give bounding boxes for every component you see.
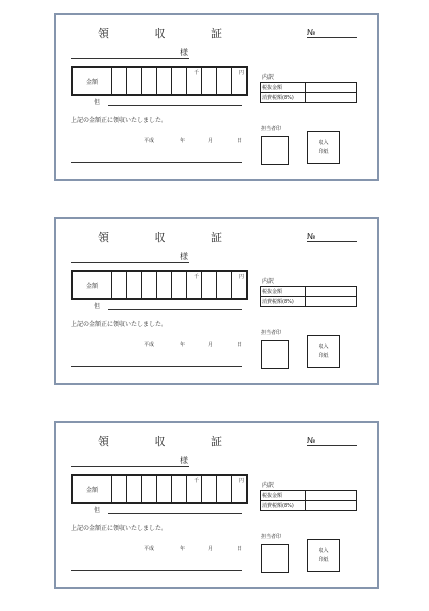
amount-digit-cell[interactable] <box>217 272 232 298</box>
amount-digit-cell[interactable] <box>112 68 127 94</box>
receipt-title: 領 収 証 <box>98 435 243 448</box>
breakdown-value[interactable] <box>306 297 357 307</box>
amount-label: 金額 <box>73 68 112 94</box>
breakdown-label: 消費税額(8%) <box>261 501 306 511</box>
honorific-sama: 様 <box>180 456 188 465</box>
date-label: 日 <box>237 546 243 552</box>
breakdown-title: 内訳 <box>262 74 275 81</box>
date-label: 平成 <box>144 342 155 348</box>
amount-label: 金額 <box>73 272 112 298</box>
receipt-form <box>54 13 379 181</box>
amount-unit-label: 円 <box>238 70 244 76</box>
amount-digit-cell[interactable] <box>202 272 217 298</box>
revenue-stamp-label: 印紙 <box>318 352 329 359</box>
amount-digit-cell[interactable] <box>232 476 246 502</box>
proviso-line[interactable] <box>108 309 242 310</box>
amount-digit-cell[interactable] <box>142 272 157 298</box>
amount-unit-label: 円 <box>238 478 244 484</box>
revenue-stamp-label: 印紙 <box>318 556 329 563</box>
date-label: 平成 <box>144 546 155 552</box>
amount-digit-cell[interactable] <box>187 68 202 94</box>
honorific-sama: 様 <box>180 252 188 261</box>
amount-digit-cell[interactable] <box>232 272 246 298</box>
table-row <box>261 83 357 93</box>
revenue-stamp-box[interactable] <box>307 335 340 368</box>
date-label: 日 <box>237 342 243 348</box>
table-row <box>261 491 357 501</box>
issuer-signature-line[interactable] <box>71 570 242 571</box>
breakdown-value[interactable] <box>306 83 357 93</box>
receipt-title: 領 収 証 <box>98 27 243 40</box>
amount-digit-cell[interactable] <box>157 272 172 298</box>
date-label: 年 <box>180 138 186 144</box>
recipient-name-line[interactable] <box>71 58 189 59</box>
receipt-title: 領 収 証 <box>98 231 243 244</box>
amount-digit-cell[interactable] <box>187 476 202 502</box>
amount-digit-cell[interactable] <box>142 476 157 502</box>
revenue-stamp-label: 収入 <box>318 343 329 350</box>
breakdown-value[interactable] <box>306 501 357 511</box>
breakdown-value[interactable] <box>306 93 357 103</box>
staff-seal-label: 担当者印 <box>261 330 282 336</box>
table-row <box>261 501 357 511</box>
amount-digit-cell[interactable] <box>112 272 127 298</box>
recipient-name-line[interactable] <box>71 466 189 467</box>
date-label: 日 <box>237 138 243 144</box>
receipt-form <box>54 421 379 589</box>
proviso-label: 但 <box>94 303 101 310</box>
amount-box <box>71 474 248 504</box>
date-label: 年 <box>180 342 186 348</box>
breakdown-label: 税抜金額 <box>261 287 306 297</box>
breakdown-title: 内訳 <box>262 482 275 489</box>
breakdown-value[interactable] <box>306 287 357 297</box>
date-label: 月 <box>208 138 214 144</box>
staff-seal-box[interactable] <box>261 340 289 369</box>
amount-digit-cell[interactable] <box>217 68 232 94</box>
amount-label: 金額 <box>73 476 112 502</box>
date-label: 月 <box>208 342 214 348</box>
revenue-stamp-box[interactable] <box>307 131 340 164</box>
breakdown-label: 税抜金額 <box>261 491 306 501</box>
breakdown-table <box>260 490 357 511</box>
breakdown-value[interactable] <box>306 491 357 501</box>
staff-seal-box[interactable] <box>261 136 289 165</box>
date-label: 月 <box>208 546 214 552</box>
amount-digit-cell[interactable] <box>172 272 187 298</box>
amount-box <box>71 66 248 96</box>
staff-seal-label: 担当者印 <box>261 534 282 540</box>
breakdown-table <box>260 286 357 307</box>
proviso-label: 但 <box>94 99 101 106</box>
breakdown-table <box>260 82 357 103</box>
date-label: 年 <box>180 546 186 552</box>
table-row <box>261 93 357 103</box>
amount-unit-label: 千 <box>193 274 199 280</box>
receipt-number-line[interactable] <box>307 241 357 242</box>
amount-unit-label: 千 <box>193 478 199 484</box>
amount-digit-cell[interactable] <box>127 272 142 298</box>
amount-digit-cell[interactable] <box>187 272 202 298</box>
receipt-number-label: № <box>307 436 316 445</box>
staff-seal-label: 担当者印 <box>261 126 282 132</box>
received-statement: 上記の金額正に領収いたしました。 <box>71 117 168 124</box>
receipt-number-line[interactable] <box>307 37 357 38</box>
issuer-signature-line[interactable] <box>71 366 242 367</box>
receipt-form <box>54 217 379 385</box>
revenue-stamp-label: 収入 <box>318 547 329 554</box>
revenue-stamp-label: 印紙 <box>318 148 329 155</box>
breakdown-title: 内訳 <box>262 278 275 285</box>
amount-digit-cell[interactable] <box>142 68 157 94</box>
table-row <box>261 287 357 297</box>
revenue-stamp-label: 収入 <box>318 139 329 146</box>
receipt-number-label: № <box>307 28 316 37</box>
amount-digit-cell[interactable] <box>202 68 217 94</box>
receipt-number-line[interactable] <box>307 445 357 446</box>
amount-digit-cell[interactable] <box>172 476 187 502</box>
revenue-stamp-box[interactable] <box>307 539 340 572</box>
table-row <box>261 297 357 307</box>
staff-seal-box[interactable] <box>261 544 289 573</box>
amount-digit-cell[interactable] <box>127 476 142 502</box>
breakdown-label: 消費税額(8%) <box>261 297 306 307</box>
amount-unit-label: 千 <box>193 70 199 76</box>
amount-digit-cell[interactable] <box>217 476 232 502</box>
amount-digit-cell[interactable] <box>157 476 172 502</box>
amount-box <box>71 270 248 300</box>
amount-digit-cell[interactable] <box>232 68 246 94</box>
received-statement: 上記の金額正に領収いたしました。 <box>71 321 168 328</box>
honorific-sama: 様 <box>180 48 188 57</box>
proviso-label: 但 <box>94 507 101 514</box>
date-label: 平成 <box>144 138 155 144</box>
amount-digit-cell[interactable] <box>112 476 127 502</box>
recipient-name-line[interactable] <box>71 262 189 263</box>
breakdown-label: 消費税額(8%) <box>261 93 306 103</box>
received-statement: 上記の金額正に領収いたしました。 <box>71 525 168 532</box>
proviso-line[interactable] <box>108 513 242 514</box>
amount-digit-cell[interactable] <box>202 476 217 502</box>
amount-digit-cell[interactable] <box>157 68 172 94</box>
amount-digit-cell[interactable] <box>127 68 142 94</box>
receipt-number-label: № <box>307 232 316 241</box>
amount-unit-label: 円 <box>238 274 244 280</box>
breakdown-label: 税抜金額 <box>261 83 306 93</box>
proviso-line[interactable] <box>108 105 242 106</box>
amount-digit-cell[interactable] <box>172 68 187 94</box>
issuer-signature-line[interactable] <box>71 162 242 163</box>
